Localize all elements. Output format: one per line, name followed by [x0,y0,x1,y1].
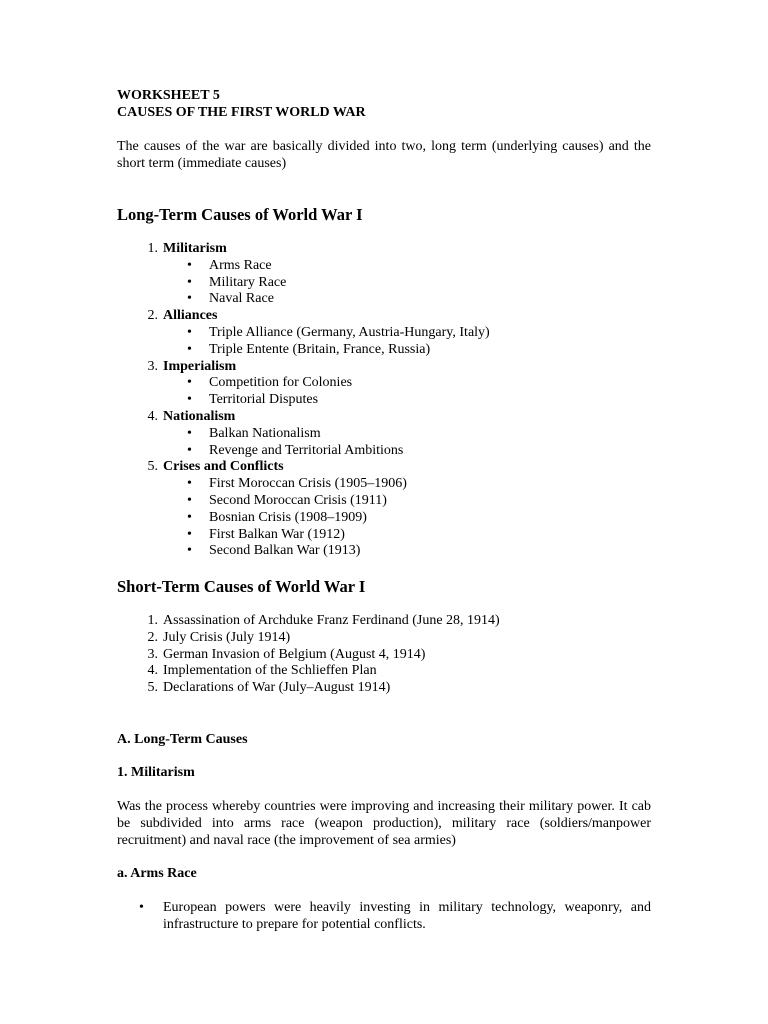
long-term-subitem: • Territorial Disputes [117,392,651,409]
item-label: Alliances [163,308,218,324]
short-term-item [117,680,651,697]
item-number: 1. [147,241,158,256]
intro-paragraph: The causes of the war are basically divided into two, long term (underlying causes) and the short term (immediate causes) [117,139,651,171]
long-term-item [117,359,651,376]
item-text: Assassination of Archduke Franz Ferdinand (June 28, 1914) [163,613,500,628]
short-term-item [117,647,651,664]
item-number: 3. [147,646,158,662]
item-number: 2. [147,629,158,645]
long-term-subitem: • Revenge and Territorial Ambitions [117,443,651,460]
short-term-item [117,613,651,630]
item-text: German Invasion of Belgium (August 4, 1914) [163,646,426,662]
item-text: Implementation of the Schlieffen Plan [163,663,377,679]
long-term-item [117,459,651,476]
arms-race-bullets [117,900,651,934]
long-term-subitem: • Arms Race [117,258,651,275]
long-term-subitem: • Balkan Nationalism [117,426,651,443]
long-term-heading: Long-Term Causes of World War I [117,205,363,224]
item-number: 4. [147,663,158,679]
worksheet-label: WORKSHEET 5 [117,88,220,103]
item-number: 5. [147,680,158,696]
long-term-subitem: • Second Balkan War (1913) [117,543,651,560]
long-term-list [117,241,651,560]
item-label: Crises and Conflicts [163,459,284,475]
long-term-subitem: • Military Race [117,275,651,292]
item-label: Imperialism [163,358,237,374]
item-number: 5. [147,459,158,475]
item-label: Militarism [163,241,227,256]
arms-race-subheading: a. Arms Race [117,866,197,881]
item-number: 1. [147,613,158,628]
short-term-heading: Short-Term Causes of World War I [117,577,366,596]
item-text: July Crisis (July 1914) [163,629,291,645]
long-term-item [117,409,651,426]
item-number: 3. [147,358,158,374]
section-a-heading: A. Long-Term Causes [117,732,248,747]
long-term-subitem: • Bosnian Crisis (1908–1909) [117,510,651,527]
long-term-subitem: • Second Moroccan Crisis (1911) [117,493,651,510]
item-number: 4. [147,408,158,424]
item-text: Declarations of War (July–August 1914) [163,680,391,696]
long-term-subitem: • First Moroccan Crisis (1905–1906) [117,476,651,493]
long-term-subitem: • Competition for Colonies [117,375,651,392]
long-term-subitem: • Triple Entente (Britain, France, Russia) [117,342,651,359]
arms-race-bullet: • European powers were heavily investing in military technology, weaponry, and infrastructure to prepare for potential conflicts. [117,900,651,934]
item-number: 2. [147,308,158,324]
militarism-subheading: 1. Militarism [117,765,195,780]
long-term-item [117,308,651,325]
short-term-item [117,630,651,647]
militarism-paragraph: Was the process whereby countries were improving and increasing their military power. It cab be subdivided into arms race (weapon production), military race (soldiers/manpower recruitment) and naval race (the improvement of sea armies) [117,799,651,848]
short-term-list [117,613,651,697]
long-term-subitem: • First Balkan War (1912) [117,527,651,544]
short-term-item [117,663,651,680]
item-label: Nationalism [163,408,236,424]
long-term-item [117,241,651,258]
long-term-subitem: • Triple Alliance (Germany, Austria-Hungary, Italy) [117,325,651,342]
document-title: CAUSES OF THE FIRST WORLD WAR [117,105,366,120]
long-term-subitem: • Naval Race [117,291,651,308]
